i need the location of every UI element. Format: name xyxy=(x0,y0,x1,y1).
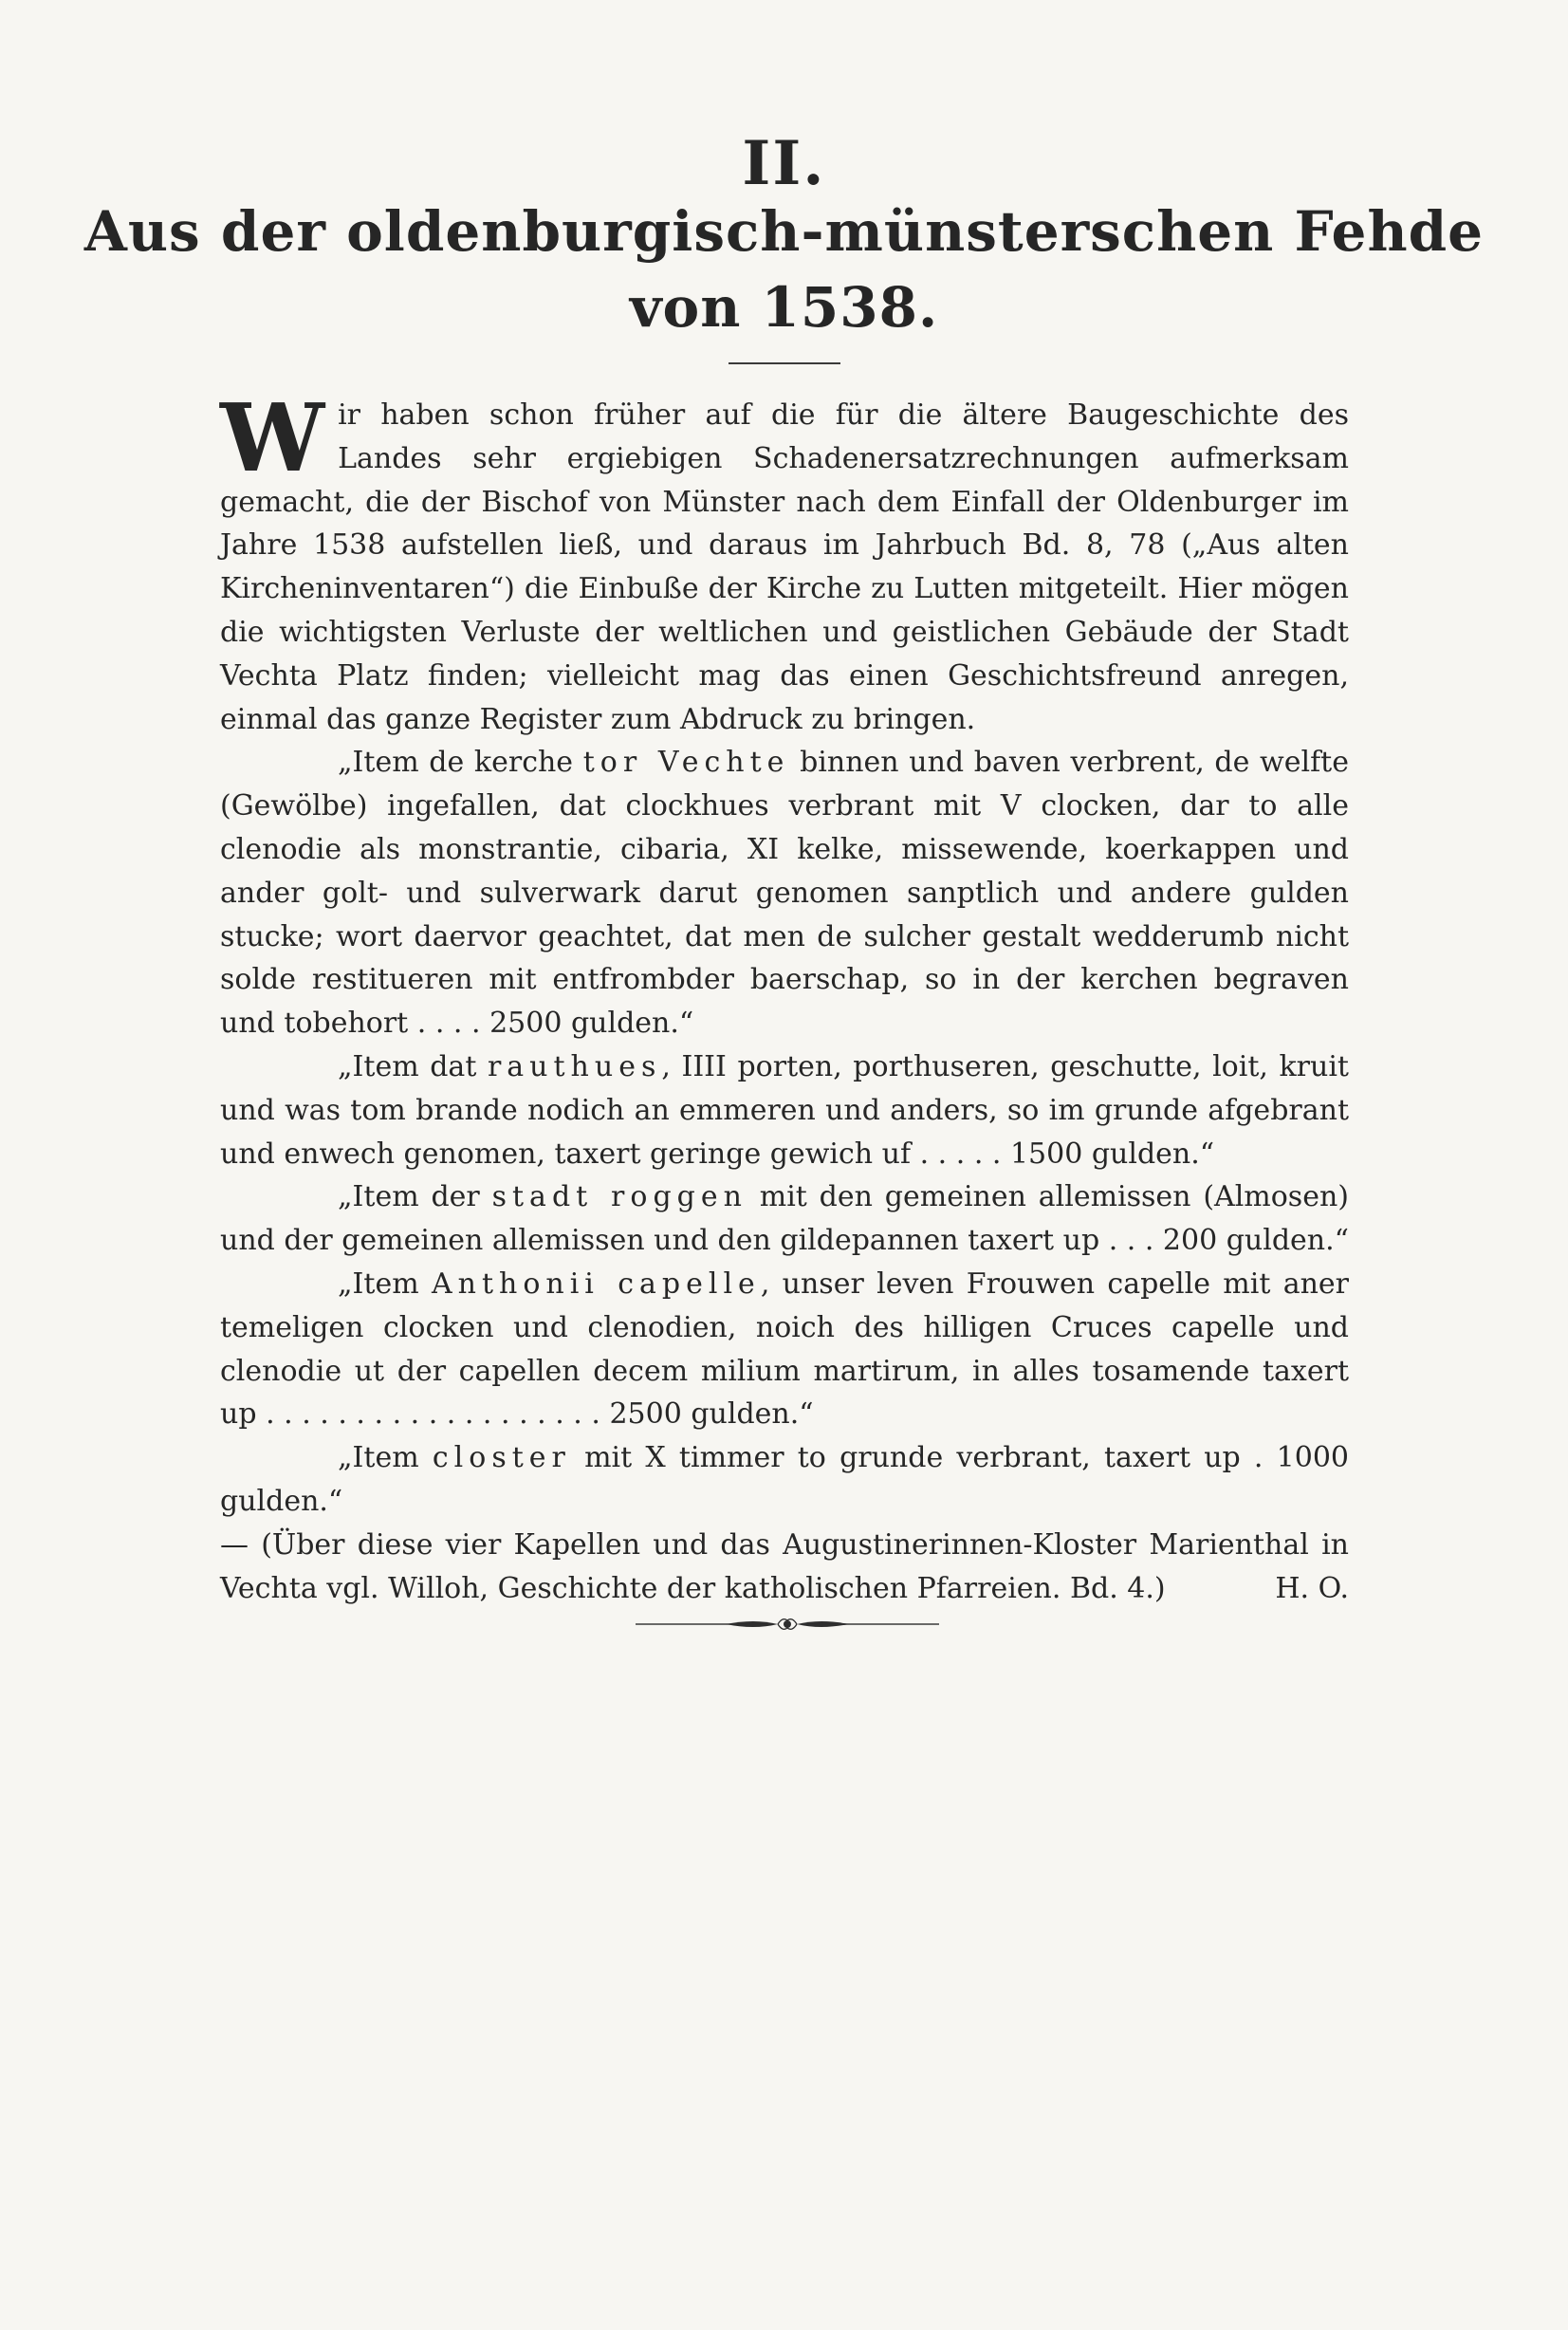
leader-dots: . . . . xyxy=(408,1007,490,1041)
divider-ornament-icon xyxy=(636,1613,939,1636)
item-spaced-text: closter xyxy=(432,1441,571,1475)
author-initials: H. O. xyxy=(1275,1571,1349,1605)
item-paragraph xyxy=(220,1175,1349,1263)
drop-cap: W xyxy=(220,384,325,493)
item-amount: 2500 gulden.“ xyxy=(609,1397,814,1432)
leader-dots: . . . . . . . . . . . . . . . . . . . xyxy=(256,1397,610,1432)
leader-dots: . xyxy=(1240,1441,1277,1475)
item-paragraph xyxy=(220,1045,1349,1175)
item-text: „Item xyxy=(338,1441,433,1475)
item-text: „Item de kerche xyxy=(338,746,583,780)
item-amount: 1500 gulden.“ xyxy=(1009,1137,1215,1171)
item-text: , IIII porten, porthuseren, geschutte, loit, kruit und was tom brande nodich an emmeren und anders, so im grunde afgebrant und enwech genomen, taxert geringe gewich uf xyxy=(220,1049,1349,1171)
item-paragraph xyxy=(220,741,1349,1045)
item-spaced-text: Anthonii capelle xyxy=(431,1267,761,1301)
chapter-title-line2: von 1538. xyxy=(629,275,939,340)
body-text xyxy=(220,384,1350,1610)
intro-paragraph xyxy=(220,384,1349,741)
chapter-title-line1: Aus der oldenburgisch-münsterschen Fehde xyxy=(83,199,1485,264)
item-spaced-text: stadt roggen xyxy=(491,1180,747,1214)
item-text: binnen und baven verbrent, de welfte (Gewölbe) ingefallen, dat clockhues verbrant mit V clocken, dar to alle clenodie als monstrantie, cibaria, XI kelke, missewende, koerkappen und ander golt- und sulverwark darut genomen sanptlich und andere gulden stucke; wort daervor geachtet, dat men de sulcher gestalt wedderumb nicht solde restitueren mit entfrombder baerschap, so in der kerchen begraven und tobehort xyxy=(220,746,1349,1041)
item-amount: 200 gulden.“ xyxy=(1162,1224,1349,1258)
closing-text: — (Über diese vier Kapellen und das Augustinerinnen-Kloster Marienthal in Vechta vgl. Willoh, Geschichte der katholischen Pfarreien. Bd. 4.) xyxy=(220,1527,1349,1605)
item-spaced-text: rauthues xyxy=(487,1049,662,1083)
item-amount: 2500 gulden.“ xyxy=(489,1007,694,1041)
item-text: mit den gemeinen allemissen (Almosen) und der gemeinen allemissen und den gildepannen taxert up xyxy=(220,1180,1349,1258)
item-text: „Item der xyxy=(338,1180,492,1214)
item-text: „Item xyxy=(338,1267,432,1301)
item-amount: 1000 gulden.“ xyxy=(220,1441,1350,1518)
intro-text: ir haben schon früher auf die für die ältere Baugeschichte des Landes sehr ergiebigen Schadenersatzrechnungen aufmerksam gemacht, die der Bischof von Münster nach dem Einfall der Oldenburger im Jahre 1538 aufstellen ließ, und daraus im Jahrbuch Bd. 8, 78 („Aus alten Kircheninventaren“) die Einbuße der Kirche zu Lutten mitgeteilt. Hier mögen die wichtigsten Verluste der weltlichen und geistlichen Gebäude der Stadt Vechta Platz finden; vielleicht mag das einen Geschichtsfreund anregen, einmal das ganze Register zum Abdruck zu bringen. xyxy=(220,398,1349,736)
closing-paragraph xyxy=(220,1524,1349,1611)
item-text: mit X timmer to grunde verbrant, taxert up xyxy=(570,1441,1241,1475)
title-rule xyxy=(729,362,840,364)
leader-dots: . . . . . xyxy=(911,1137,1010,1171)
item-spaced-text: tor Vechte xyxy=(582,746,790,780)
leader-dots: . . . xyxy=(1099,1224,1163,1258)
item-paragraph xyxy=(220,1436,1349,1524)
item-text: „Item dat xyxy=(338,1049,488,1083)
chapter-numeral: II. xyxy=(742,128,826,199)
item-paragraph xyxy=(220,1263,1349,1436)
item-text: , unser leven Frouwen capelle mit aner temeligen clocken und clenodien, noich des hilligen Cruces capelle und clenodie ut der capellen decem milium martirum, in alles tosamende taxert up xyxy=(220,1267,1350,1432)
